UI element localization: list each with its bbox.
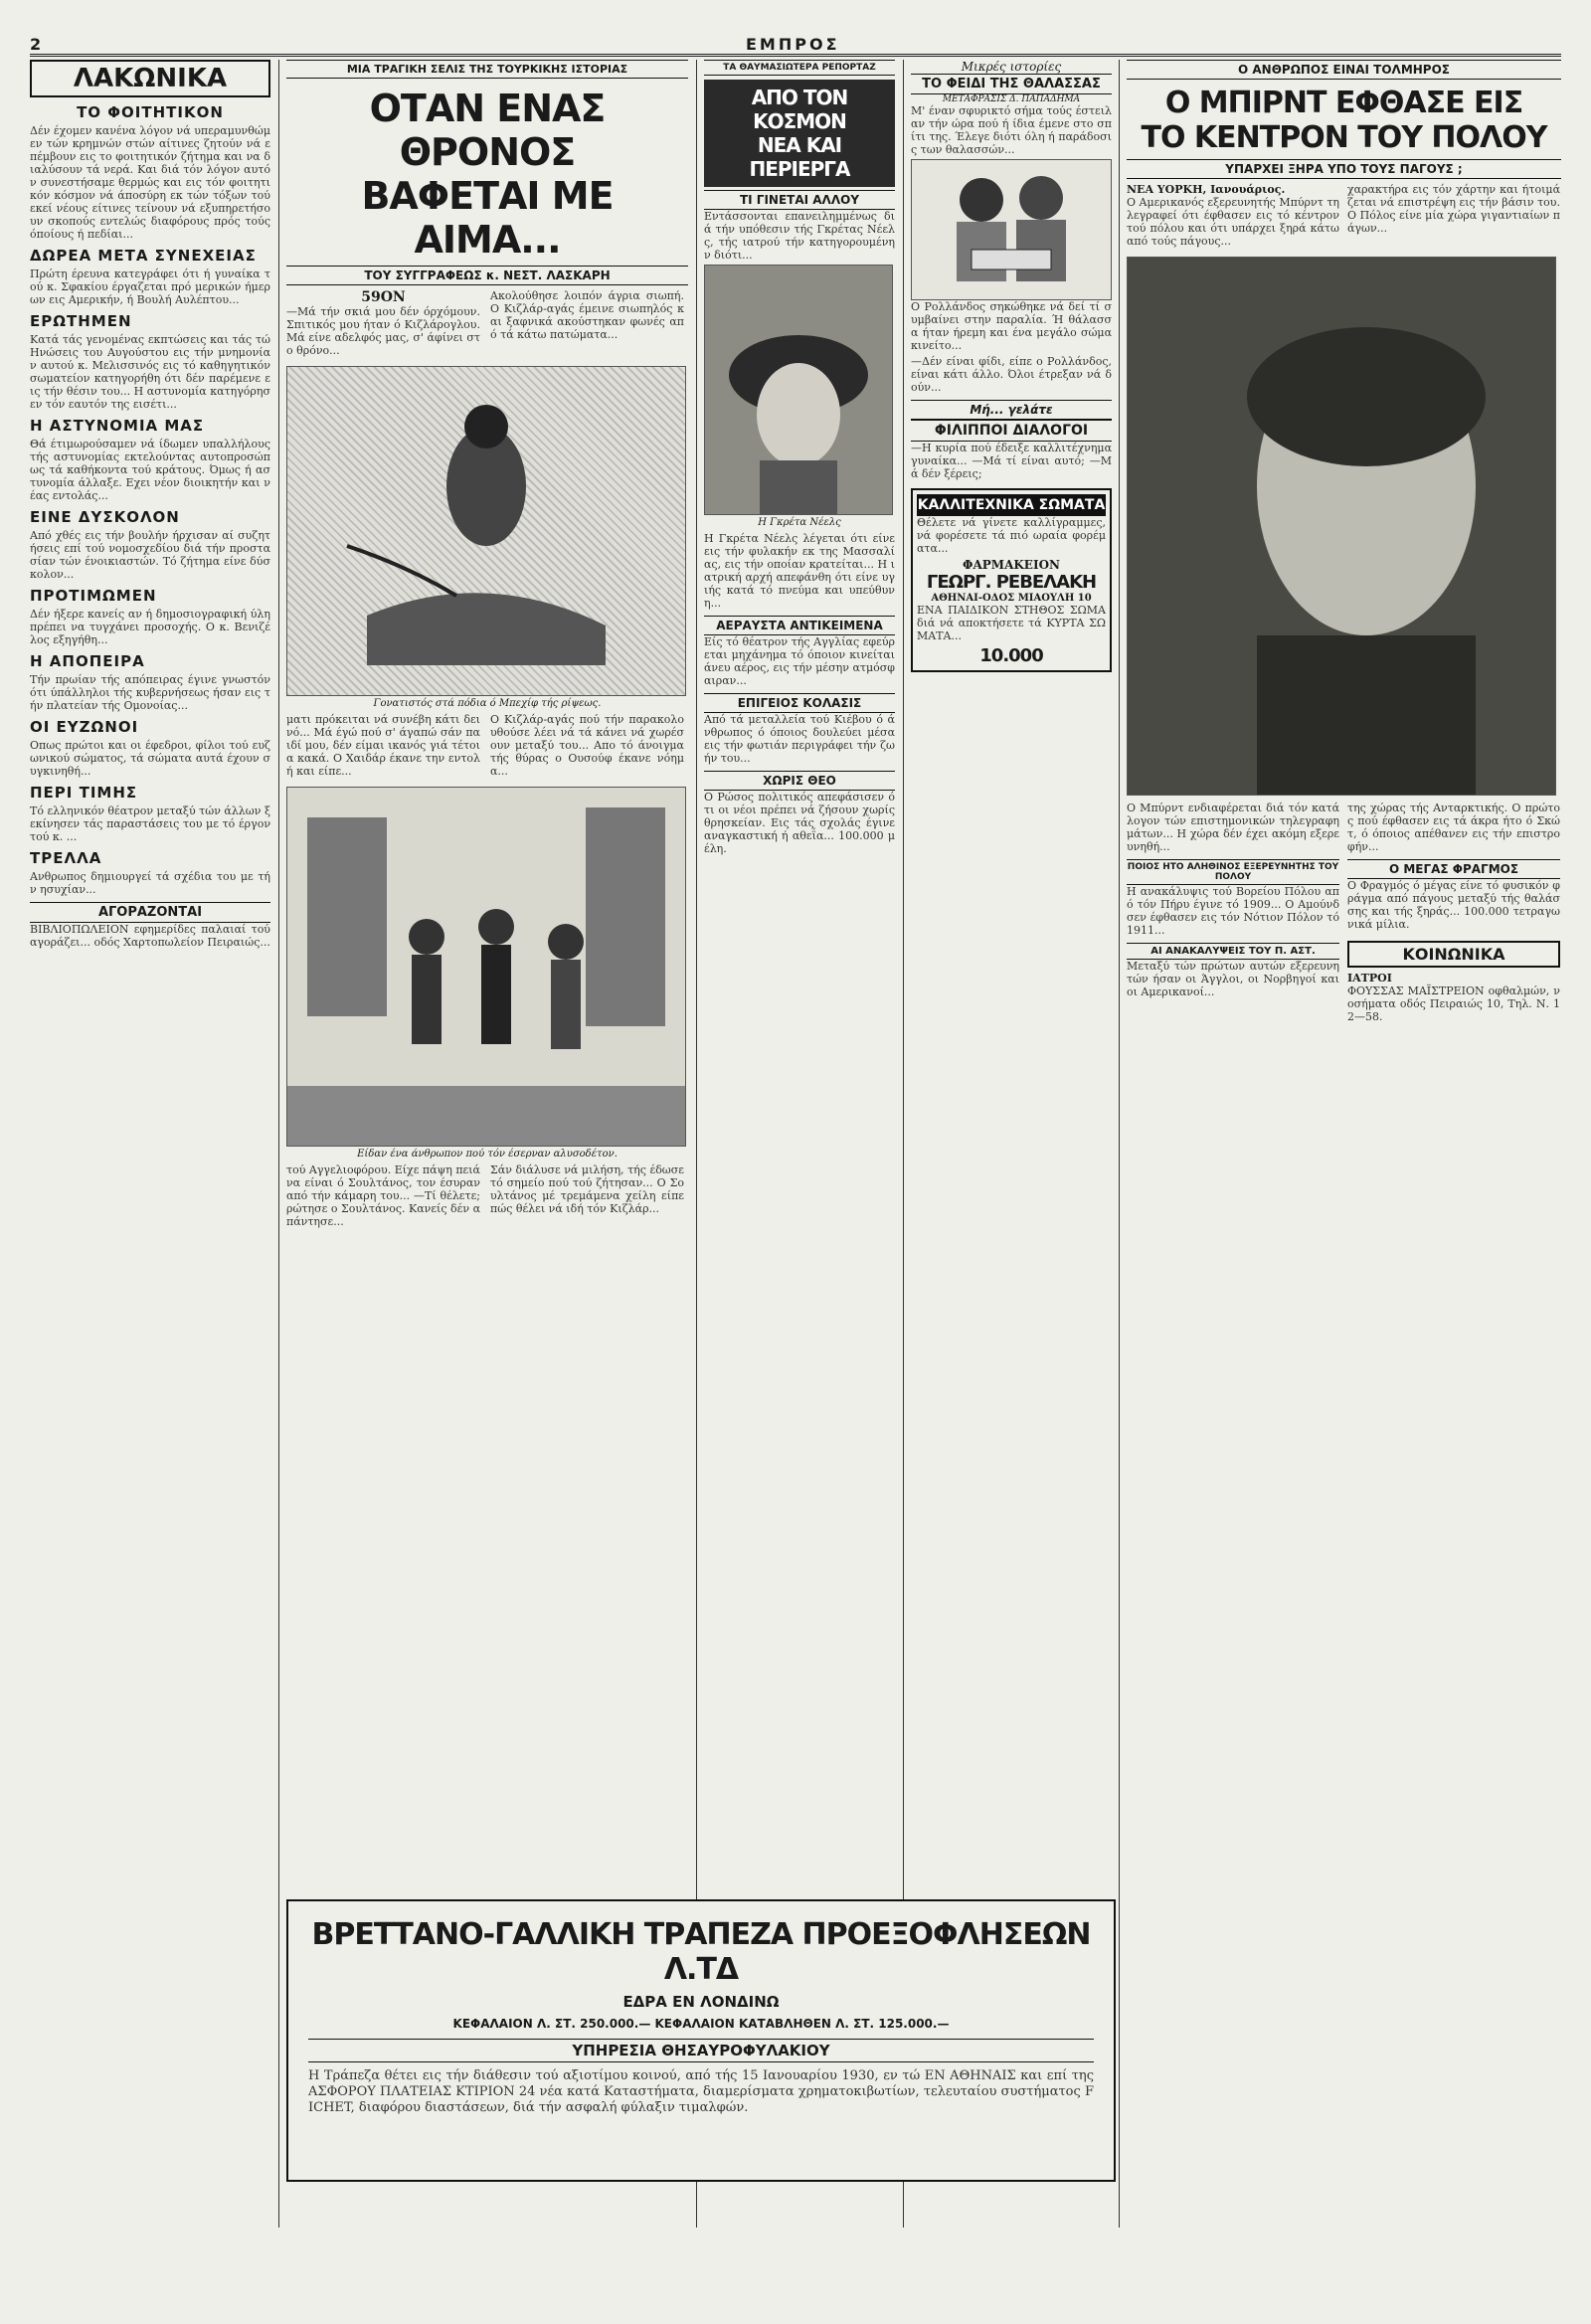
section-heading: Ο ΜΕΓΑΣ ΦΡΑΓΜΟΣ	[1347, 859, 1560, 879]
headline-line2: ΝΕΑ ΚΑΙ ΠΕΡΙΕΡΓΑ	[749, 133, 850, 181]
body-text: —Μά τήν σκιά μου δέν όρχόμουν. Σπιτικός μου ήταν ό Κιζλάρογλου. Μά είνε αδελφός μας, σ' άφίνει στο θρόνο...	[286, 305, 480, 357]
section-heading: ΕΠΙΓΕΙΟΣ ΚΟΛΑΣΙΣ	[704, 693, 895, 713]
body-text: ματι πρόκειται νά συνέβη κάτι δεινό... Μά έγώ πού σ' άγαπώ σάν παιδί μου, δέν είμαι ικανός γιά τέτοια κακά. Ο Χαιδάρ έκανε την εντολή και είπε...	[286, 713, 480, 778]
byline: ΤΟΥ ΣΥΓΓΡΑΦΕΩΣ κ. ΝΕΣΤ. ΛΑΣΚΑΡΗ	[286, 266, 688, 285]
kneeling-figure-icon	[287, 367, 685, 695]
body-text: Τήν πρωίαν τής απόπειρας έγινε γνωστόν ότι ύπάλληλοι τής κυβερνήσεως ήσαν εις τήν πλατείαν τής Ομονοίας...	[30, 673, 270, 712]
section-heading: Η ΑΠΟΠΕΙΡΑ	[30, 652, 145, 670]
caption: Γονατιστός στά πόδια ό Μπεχίφ τής ρίψεως.	[373, 698, 602, 709]
woman-portrait-icon	[705, 266, 892, 514]
body-text: Κατά τάς γενομένας εκπτώσεις και τάς τώ Ηνώσεις του Αυγούστου εις τήν μνημονίαν αυτού κ. Μελισσινός εις τό καθηγητικόν σωματείον κατηγορήθη ότι δέν παρέμενε εις τήν θέσιν του... Η αστυνομία κατηγόρησεν τόν εαυτόν της εισέτι...	[30, 333, 270, 411]
section-heading: ΤΡΕΛΛΑ	[30, 849, 102, 867]
column-turkish-history	[286, 60, 688, 1889]
section-heading: ΕΡΩΤΗΜΕΝ	[30, 312, 132, 330]
section-heading: Η ΑΣΤΥΝΟΜΙΑ ΜΑΣ	[30, 417, 205, 435]
ad-address: ΑΘΗΝΑΙ-ΟΔΟΣ ΜΙΑΟΥΛΗ 10	[931, 593, 1092, 604]
body-text: της χώρας τής Ανταρκτικής. Ο πρώτος πού έφθασεν εις τά άκρα ήτο ό Σκώτ, ό όποιος απέθανεν εις τήν επιστροφήν...	[1347, 802, 1560, 853]
headline: ΤΟ ΦΕΙΔΙ ΤΗΣ ΘΑΛΑΣΣΑΣ	[911, 74, 1112, 94]
body-text: Η Γκρέτα Νέελς λέγεται ότι είνε εις τήν φυλακήν εκ της Μασσαλίας, εις τήν οποίαν κρατείται... Η ιατρική αρχή απεφάνθη ότι είνε υγιής κατά τό πνεύμα και υπεύθυνη...	[704, 532, 895, 610]
headline-line1: ΟΤΑΝ ΕΝΑΣ ΘΡΟΝΟΣ	[369, 87, 606, 174]
explorer-portrait	[1127, 257, 1556, 796]
bank-advertisement	[286, 1899, 1116, 2182]
body-text: —Η κυρία πού έδειξε καλλιτέχνημα γυναίκα... —Μά τί είναι αυτό; —Μά δέν ξέρεις;	[911, 442, 1112, 480]
body-text: Εντάσσονται επανειλημμένως διά τήν υπόθεσιν τής Γκρέτας Νέελς, τής ιατρού τήν κατηγορουμένην διότι...	[704, 210, 895, 262]
illustration-procession	[286, 787, 686, 1147]
ad-name: ΓΕΩΡΓ. ΡΕΒΕΛΑΚΗ	[926, 572, 1097, 593]
bank-service: ΥΠΗΡΕΣΙΑ ΘΗΣΑΥΡΟΦΥΛΑΚΙΟΥ	[308, 2039, 1094, 2062]
ad-buy: ΑΓΟΡΑΖΟΝΤΑΙ	[30, 902, 270, 923]
body-text: Ο Φραγμός ό μέγας είνε τό φυσικόν φράγμα από πάγους μεταξύ τής θαλάσσης και τής ξηράς... 100.000 τετραγωνικά μίλια.	[1347, 879, 1560, 931]
body-text: τού Αγγελιοφόρου. Είχε πάψη πειά να είναι ό Σουλτάνος, τον έσυραν από τήν κάμαρη του... —Τί θέλετε; ρώτησε ο Σουλτάνος. Κανείς δέν απάντησε...	[286, 1163, 480, 1228]
byline: ΜΕΤΑΦΡΑΣΙΣ Δ. ΠΑΠΑΔΗΜΑ	[942, 94, 1081, 104]
caption: Η Γκρέτα Νέελς	[758, 517, 841, 528]
page-number: 2	[30, 35, 45, 54]
bank-capital: ΚΕΦΑΛΑΙΟΝ Λ. ΣΤ. 250.000.— ΚΕΦΑΛΑΙΟΝ ΚΑΤΑΒΛΗΘΕΝ Λ. ΣΤ. 125.000.—	[452, 2017, 950, 2031]
bank-text: Η Τράπεζα θέτει εις τήν διάθεσιν τού αξιοτίμου κοινού, από τής 15 Ιανουαρίου 1930, εν τώ ΕΝ ΑΘΗΝΑΙΣ και επί της ΑΣΦΟΡΟΥ ΠΛΑΤΕΙΑΣ ΚΤΙΡΙΟΝ 24 νέα κατά Καταστήματα, διαμερίσματα χρηματοκιβωτίων, τελευταίου συστήματος FICHET, διαφόρου διαστάσεων, διά τήν ασφαλή φύλαξιν τιμαλφών.	[308, 2068, 1094, 2115]
kicker: Ο ΑΝΘΡΩΠΟΣ ΕΙΝΑΙ ΤΟΛΜΗΡΟΣ	[1127, 60, 1561, 80]
section-heading: ΟΙ ΕΥΖΩΝΟΙ	[30, 718, 139, 736]
procession-scene-icon	[287, 788, 685, 1146]
column-byrd-pole	[1127, 60, 1561, 2228]
body-text: Θά έτιμωρούσαμεν νά ίδωμεν υπαλλήλους τής αστυνομίας εκτελούντας αυτοπροσώπως τά καθήκοντα τού κράτους. Όμως ή αστυνομία άλλαξε. Εχει νέον διοικητήν και νέας εντολάς...	[30, 438, 270, 502]
ad-text: Θέλετε νά γίνετε καλλίγραμμες, νά φορέσετε τά πιό ωραία φορέματα...	[917, 516, 1106, 555]
headline-line2: ΒΑΦΕΤΑΙ ΜΕ ΑΙΜΑ...	[361, 174, 614, 262]
section-heading: ΧΩΡΙΣ ΘΕΟ	[704, 771, 895, 791]
column-world-news	[704, 60, 895, 1889]
section-heading: ΑΕΡΑΥΣΤΑ ΑΝΤΙΚΕΙΜΕΝΑ	[704, 616, 895, 635]
bank-seat: ΕΔΡΑ ΕΝ ΛΟΝΔΙΝΩ	[622, 1993, 780, 2011]
column-lakonika	[30, 60, 270, 2228]
body-text: Μ' έναν σφυρικτό σήμα τούς έστειλαν τήν ώρα πού ή ίδια έμενε στο σπίτι της. Έλεγε διότι όλη ή παράδοσις των θαλασσών...	[911, 104, 1112, 156]
children-icon	[912, 160, 1111, 299]
kicker: Μικρές ιστορίες	[961, 60, 1062, 74]
body-text: Η ανακάλυψις τού Βορείου Πόλου από τόν Πήρυ έγινε τό 1909... Ο Αμούνδσεν έφθασεν εις τόν Νότιον Πόλον τό 1911...	[1127, 885, 1339, 937]
body-text: Ο Ρώσος πολιτικός απεφάσισεν ότι οι νέοι πρέπει νά ζήσουν χωρίς θρησκείαν. Εις τάς σχολάς έγινε αναγκαστική ή αθεΐα... 100.000 μέλη.	[704, 791, 895, 855]
section-heading: ΑΙ ΑΝΑΚΑΛΥΨΕΙΣ ΤΟΥ Π. ΑΣΤ.	[1127, 943, 1339, 960]
ad-price: 10.000	[979, 645, 1043, 666]
subheading: ΤΙ ΓΙΝΕΤΑΙ ΑΛΛΟΥ	[704, 190, 895, 210]
section-heading: ΠΡΟΤΙΜΩΜΕΝ	[30, 587, 157, 605]
explorer-photo-icon	[1128, 258, 1555, 795]
ad-text: ΒΙΒΛΙΟΠΩΛΕΙΟΝ εφημερίδες παλαιαί τού αγοράζει... οδός Χαρτοπωλείον Πειραιώς...	[30, 923, 270, 949]
lakonika-title: ΛΑΚΩΝΙΚΑ	[30, 60, 270, 97]
pharmacy-ad	[911, 488, 1112, 672]
installment-number: 59ΟΝ	[361, 289, 406, 305]
section-heading: ΤΟ ΦΟΙΤΗΤΙΚΟΝ	[77, 103, 224, 121]
headline-line1: ΑΠΟ ΤΟΝ ΚΟΣΜΟΝ	[751, 86, 848, 133]
paper-name: ΕΜΠΡΟΣ	[746, 35, 840, 54]
body-text: Ακολούθησε λοιπόν άγρια σιωπή. Ο Κιζλάρ-αγάς έμεινε σιωπηλός και ξαφνικά ακούστηκαν φωνές από τά κάτω πατώματα...	[490, 289, 684, 341]
section-heading: ΕΙΝΕ ΔΥΣΚΟΛΟΝ	[30, 508, 180, 526]
children-reading-illustration	[911, 159, 1112, 300]
headline-line2: ΤΟ ΚΕΝΤΡΟΝ ΤΟΥ ΠΟΛΟΥ	[1141, 120, 1547, 155]
portrait-photo	[704, 265, 893, 515]
body-text: ΦΟΥΣΣΑΣ ΜΑΪΣΤΡΕΙΟΝ οφθαλμών, νοσήματα οδός Πειραιώς 10, Τηλ. Ν. 12—58.	[1347, 984, 1560, 1023]
body-text: Μεταξύ τών πρώτων αυτών εξερευνητών ήσαν οι Άγγλοι, οι Νορβηγοί και οι Αμερικανοί...	[1127, 960, 1339, 998]
column-sea-serpent	[911, 60, 1112, 1889]
body-text: Από χθές εις τήν βουλήν ήρχισαν αί συζητήσεις επί τού νομοσχεδίου διά τήν προστασίαν τών ένοικιαστών. Τό ζήτημα είνε δύσκολον...	[30, 529, 270, 581]
subheading: ΥΠΑΡΧΕΙ ΞΗΡΑ ΥΠΟ ΤΟΥΣ ΠΑΓΟΥΣ ;	[1127, 159, 1561, 179]
section-heading: ΔΩΡΕΑ ΜΕΤΑ ΣΥΝΕΧΕΙΑΣ	[30, 247, 257, 265]
body-text: Ανθρωπος δημιουργεί τά σχέδια του με τήν ησυχίαν...	[30, 870, 270, 896]
iatroi-heading: ΙΑΤΡΟΙ	[1347, 972, 1392, 984]
body-text: Από τά μεταλλεία τού Κιέβου ό άνθρωπος ό όποιος δουλεύει μέσα εις τήν φωτιάν περιγράφει τήν ζωήν του...	[704, 713, 895, 765]
body-text: Ο Μπύρντ ενδιαφέρεται διά τόν κατάλογον τών επιστημονικών τηλεγραφημάτων... Η χώρα δέν έχει ακόμη εξερευνηθή...	[1127, 802, 1339, 853]
body-text: Ο Ρολλάνδος σηκώθηκε νά δεί τί συμβαίνει στην παραλία. Ή θάλασσα ήταν ήρεμη και ένα μεγάλο σώμα κινείτο...	[911, 300, 1112, 352]
section-heading: ΠΕΡΙ ΤΙΜΗΣ	[30, 784, 138, 802]
ad-text: ΕΝΑ ΠΑΙΔΙΚΟΝ ΣΤΗΘΟΣ ΣΩΜΑ διά νά αποκτήσετε τά ΚΥΡΤΑ ΣΩΜΑΤΑ...	[917, 604, 1106, 642]
body-text: Πρώτη έρευνα κατεγράφει ότι ή γυναίκα τού κ. Σφακίου έργαζεται πρό μερικών ήμερων εις Αμερικήν, ή Βουλή Αυλέπτου...	[30, 268, 270, 306]
body-text: Τό ελληνικόν θέατρον μεταξύ τών άλλων ξεκίνησεν τάς παραστάσεις του με τό έργον τού κ. ...	[30, 804, 270, 843]
section-heading: Μή... γελάτε	[911, 400, 1112, 420]
headline-line1: Ο ΜΠΙΡΝΤ ΕΦΘΑΣΕ ΕΙΣ	[1164, 86, 1523, 120]
kicker: ΜΙΑ ΤΡΑΓΙΚΗ ΣΕΛΙΣ ΤΗΣ ΤΟΥΡΚΙΚΗΣ ΙΣΤΟΡΙΑΣ	[286, 60, 688, 79]
ad-title: ΚΑΛΛΙΤΕΧΝΙΚΑ ΣΩΜΑΤΑ	[917, 494, 1106, 516]
section-heading: ΠΟΙΟΣ ΗΤΟ ΑΛΗΘΙΝΟΣ ΕΞΕΡΕΥΝΗΤΗΣ ΤΟΥ ΠΟΛΟΥ	[1127, 859, 1339, 885]
caption: Είδαν ένα άνθρωπον πού τόν έσερναν αλυσοδέτον.	[357, 1149, 618, 1160]
body-text: Δέν έχομεν κανένα λόγον νά υπεραμυνθώμεν τών κρημνών στών αίτινες ζητούν νά επέμβουν εις το φοιτητικόν ζήτημα και να διαλύσουν τά νερά. Και διά τόν λόγον αυτόν συνεστήσαμε θερμώς και εις τόν φοιτητικόν κόσμον νά άποσύρη εκ τών τόξων τού εκεί νέους είτινες τείνουν νά εξυπηρετήσουν σκοπούς εντελώς διαφόρους πρός τούς όποίους ή πεδίαι...	[30, 124, 270, 241]
newspaper-page	[30, 35, 1561, 2307]
body-text: χαρακτήρα εις τόν χάρτην και ήτοιμάζεται νά επιστρέψη εις τήν βάσιν του. Ο Πόλος είνε μία χώρα γιγαντιαίων πάγων...	[1347, 183, 1560, 235]
koinonika-heading: ΚΟΙΝΩΝΙΚΑ	[1347, 941, 1560, 968]
body-text: Ο Αμερικανός εξερευνητής Μπύρντ τηλεγραφεί ότι έφθασεν εις τό κέντρον τού πόλου και ότι υπάρχει ξηρά κάτω από τούς πάγους...	[1127, 196, 1339, 248]
masthead	[30, 32, 1561, 57]
section-heading: ΦΙΛΙΠΠΟΙ ΔΙΑΛΟΓΟΙ	[911, 420, 1112, 442]
illustration-kneeling	[286, 366, 686, 696]
body-text: —Δέν είναι φίδι, είπε ο Ρολλάνδος, είναι κάτι άλλο. Όλοι έτρεξαν νά δούν...	[911, 355, 1112, 394]
body-text: Δέν ήξερε κανείς αν ή δημοσιογραφική ύλη πρέπει να τυγχάνει προσοχής. Ο κ. Βενιζέλος εξηγήθη...	[30, 608, 270, 646]
body-text: Ο Κιζλάρ-αγάς πού τήν παρακολουθούσε λέει νά τά κάνει νά χωρέσουν μεταξύ του... Απο τό άνοιγμα τής θύρας ο Ουσούφ έκανε νόημα...	[490, 713, 684, 778]
ad-shop: ΦΑΡΜΑΚΕΙΟΝ	[963, 558, 1060, 572]
body-text: Είς τό θέατρον τής Αγγλίας εφεύρεται μηχάνημα τό όποιον κινείται άνευ αέρος, εις τήν μέσην ατμόσφαιραν...	[704, 635, 895, 687]
dateline: ΝΕΑ ΥΟΡΚΗ, Ιανουάριος.	[1127, 183, 1286, 196]
kicker: ΤΑ ΘΑΥΜΑΣΙΩΤΕΡΑ ΡΕΠΟΡΤΑΖ	[704, 60, 895, 76]
body-text: Σάν διάλυσε νά μιλήση, τής έδωσε τό σημείο πού τού ζήτησαν... Ο Σουλτάνος μέ τρεμάμενα χείλη είπε πώς θέλει νά ιδή τόν Κιζλάρ...	[490, 1163, 684, 1215]
body-text: Οπως πρώτοι και οι έφεδροι, φίλοι τού ευζωνικού σώματος, τά σώματα αυτά έχουν συγκινηθή...	[30, 739, 270, 778]
bank-name: ΒΡΕΤΤΑΝΟ-ΓΑΛΛΙΚΗ ΤΡΑΠΕΖΑ ΠΡΟΕΞΟΦΛΗΣΕΩΝ Λ.ΤΔ	[311, 1917, 1091, 1987]
